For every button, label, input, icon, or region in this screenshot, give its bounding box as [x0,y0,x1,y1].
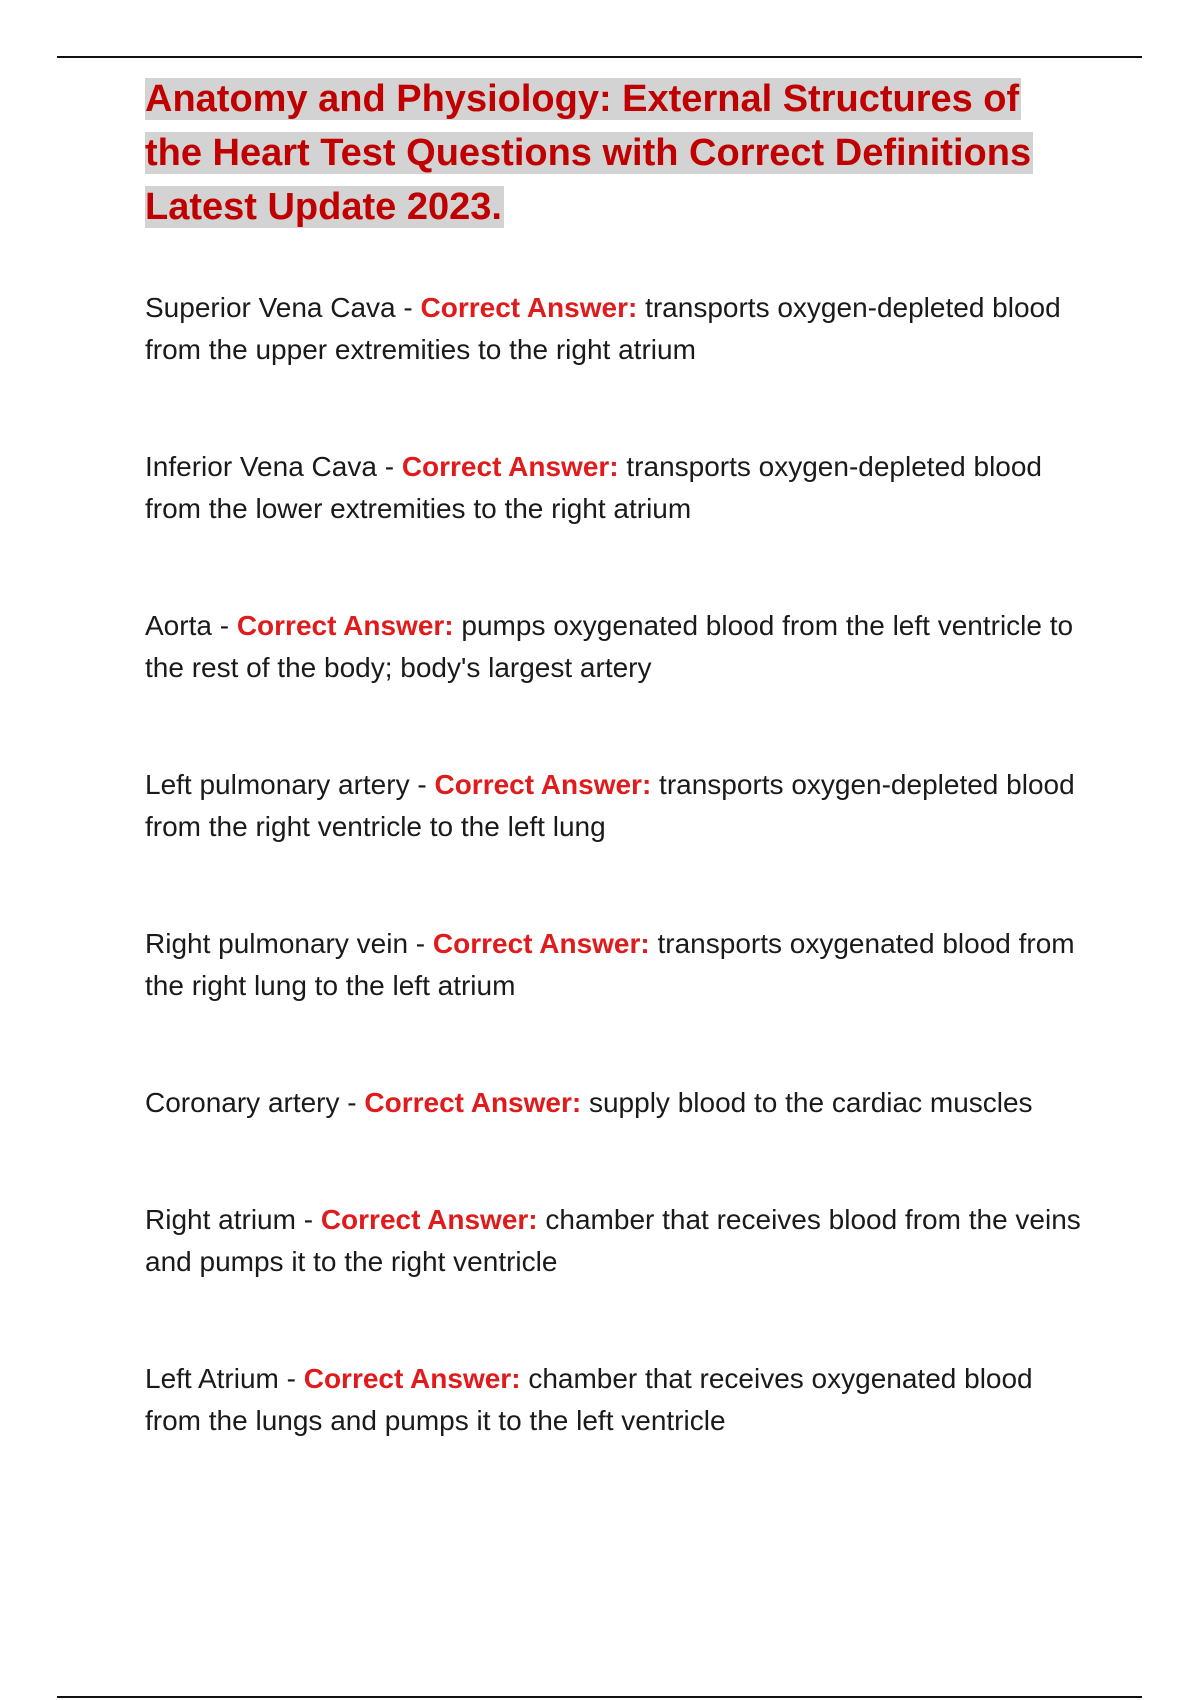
qa-item [145,605,1095,689]
qa-term: Inferior Vena Cava [145,451,377,482]
qa-item [145,1358,1095,1442]
qa-term: Right atrium [145,1204,296,1235]
qa-item [145,287,1095,371]
document-body [145,72,1095,1436]
document-title-text: Anatomy and Physiology: External Structures of the Heart Test Questions with Correct Definitions Latest Update 2023. [145,78,1032,228]
correct-answer-label: Correct Answer: [320,1204,538,1235]
qa-item [145,1082,1095,1124]
correct-answer-label: Correct Answer: [420,292,638,323]
qa-term: Right pulmonary vein [145,928,409,959]
qa-term: Left Atrium [145,1363,279,1394]
qa-definition: chamber that receives blood from the veins and pumps it to the right ventricle [145,1204,1081,1277]
qa-item [145,446,1095,530]
qa-item [145,923,1095,1007]
qa-separator: - [408,928,433,959]
qa-term: Aorta [145,610,212,641]
qa-term: Superior Vena Cava [145,292,396,323]
qa-separator: - [376,451,402,482]
qa-item [145,1199,1095,1283]
bottom-divider [57,1696,1142,1698]
qa-separator: - [295,1204,321,1235]
qa-definition: chamber that receives oxygenated blood from the lungs and pumps it to the left ventricle [145,1363,1033,1436]
qa-term: Coronary artery [145,1087,340,1118]
correct-answer-label: Correct Answer: [364,1087,582,1118]
qa-definition: transports oxygenated blood from the right lung to the left atrium [145,928,1075,1001]
correct-answer-label: Correct Answer: [432,928,650,959]
qa-definition: transports oxygen-depleted blood from the right ventricle to the left lung [145,769,1075,842]
top-divider [57,56,1142,58]
qa-term: Left pulmonary artery [145,769,410,800]
correct-answer-label: Correct Answer: [236,610,454,641]
document-title [145,72,1065,234]
qa-separator: - [339,1087,365,1118]
qa-list [145,287,1095,1517]
qa-separator: - [409,769,435,800]
qa-separator: - [211,610,237,641]
correct-answer-label: Correct Answer: [401,451,619,482]
qa-definition: transports oxygen-depleted blood from the upper extremities to the right atrium [145,292,1061,365]
correct-answer-label: Correct Answer: [303,1363,521,1394]
qa-definition: transports oxygen-depleted blood from the lower extremities to the right atrium [145,451,1043,524]
qa-definition: supply blood to the cardiac muscles [588,1087,1033,1118]
correct-answer-label: Correct Answer: [434,769,652,800]
qa-item [145,764,1095,848]
qa-definition: pumps oxygenated blood from the left ventricle to the rest of the body; body's largest artery [145,610,1074,683]
qa-separator: - [395,292,421,323]
qa-separator: - [278,1363,304,1394]
